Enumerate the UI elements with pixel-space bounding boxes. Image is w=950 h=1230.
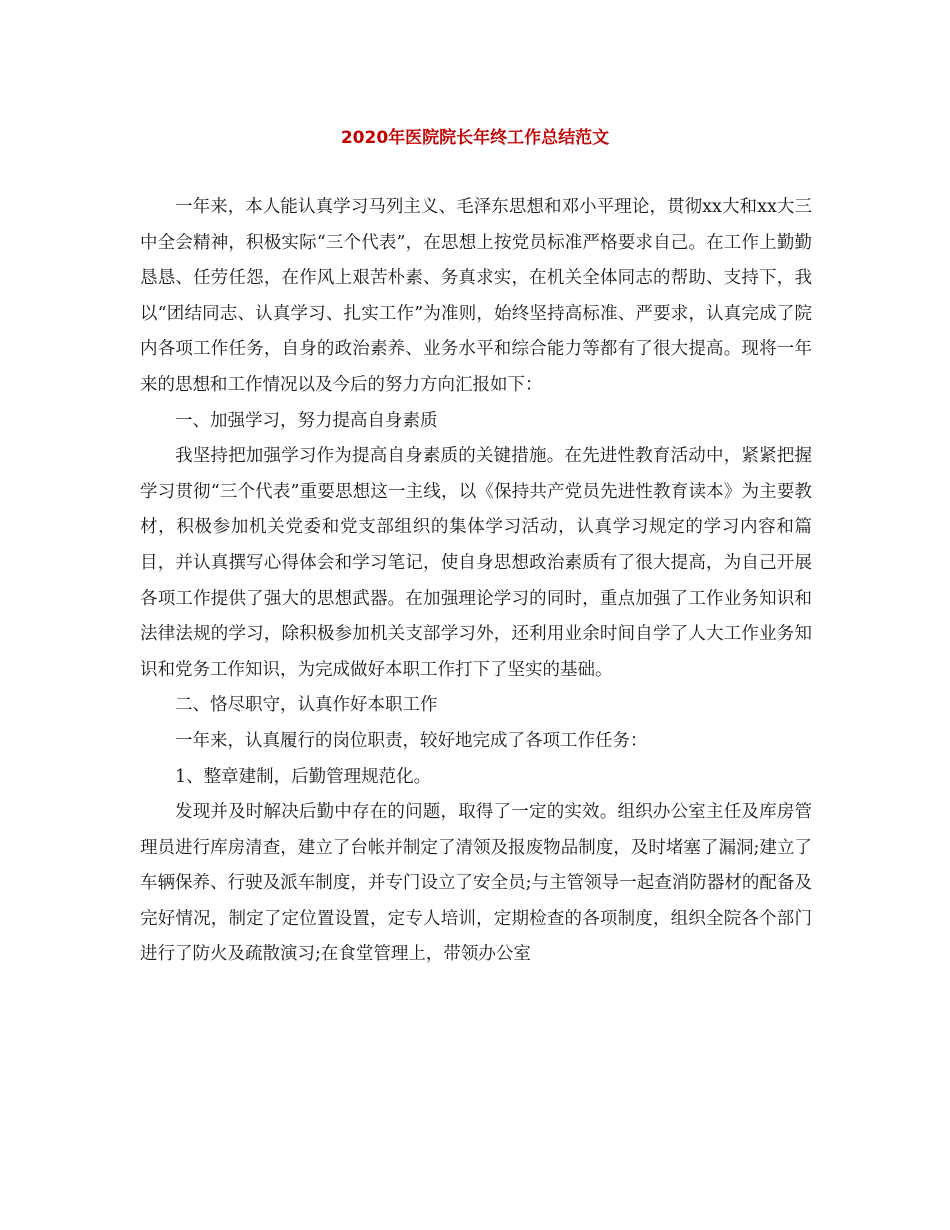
document-body (140, 190, 812, 973)
document-title: 2020年医院院长年终工作总结范文 (340, 128, 610, 148)
paragraph-logistics: 发现并及时解决后勤中存在的问题，取得了一定的实效。组织办公室主任及库房管理员进行库房清查，建立了台帐并制定了清领及报废物品制度，及时堵塞了漏洞;建立了车辆保养、行驶及派车制度，并专门设立了安全员;与主管领导一起查消防器材的配备及完好情况，制定了定位置设置，定专人培训，定期检查的各项制度，组织全院各个部门进行了防火及疏散演习;在食堂管理上，带领办公室 (140, 802, 812, 965)
section-heading-1: 一、加强学习，努力提高自身素质 (175, 410, 438, 431)
paragraph-duties: 一年来，认真履行的岗位职责，较好地完成了各项工作任务： (175, 730, 648, 751)
subsection-heading-1: 1、整章建制，后勤管理规范化。 (175, 766, 432, 787)
paragraph-study: 我坚持把加强学习作为提高自身素质的关键措施。在先进性教育活动中，紧紧把握学习贯彻“三个代表”重要思想这一主线，以《保持共产党员先进性教育读本》为主要教材，积极参加机关党委和党支部组织的集体学习活动，认真学习规定的学习内容和篇目，并认真撰写心得体会和学习笔记，使自身思想政治素质有了很大提高，为自己开展各项工作提供了强大的思想武器。在加强理论学习的同时，重点加强了工作业务知识和法律法规的学习，除积极参加机关支部学习外，还利用业余时间自学了人大工作业务知识和党务工作知识，为完成做好本职工作打下了坚实的基础。 (140, 446, 812, 680)
paragraph-intro: 一年来，本人能认真学习马列主义、毛泽东思想和邓小平理论，贯彻xx大和xx大三中全会精神，积极实际“三个代表”，在思想上按党员标准严格要求自己。在工作上勤勤恳恳、任劳任怨，在作风上艰苦朴素、务真求实，在机关全体同志的帮助、支持下，我以“团结同志、认真学习、扎实工作”为准则，始终坚持高标准、严要求，认真完成了院内各项工作任务，自身的政治素养、业务水平和综合能力等都有了很大提高。现将一年来的思想和工作情况以及今后的努力方向汇报如下： (140, 197, 812, 395)
section-heading-2: 二、恪尽职守，认真作好本职工作 (175, 695, 438, 716)
